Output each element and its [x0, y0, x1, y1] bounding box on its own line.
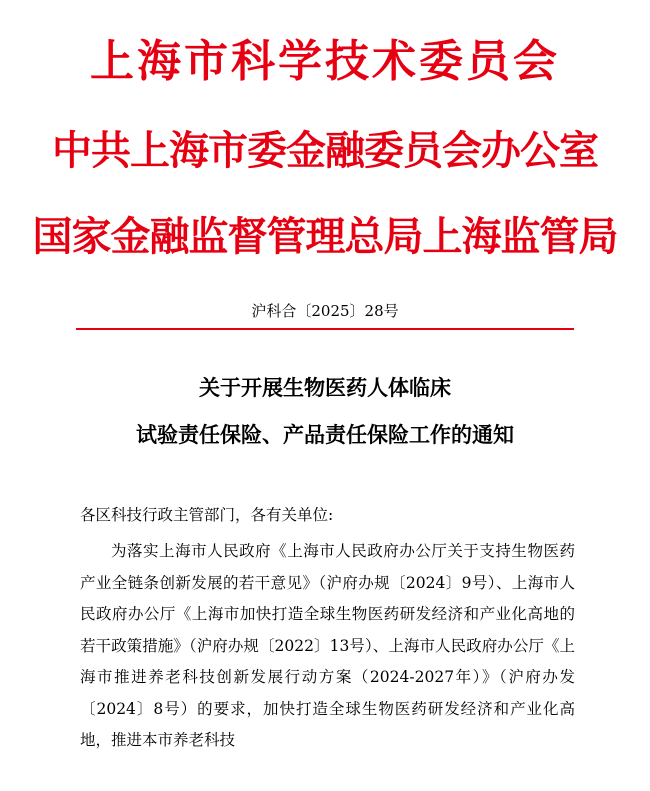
body-paragraph: 为落实上海市人民政府《上海市人民政府办公厅关于支持生物医药产业全链条创新发展的若干意见》（沪府办规〔2024〕9号）、上海市人民政府办公厅《上海市加快打造全球生物医药研发经济和产业化高地的若干政策措施》（沪府办规〔2022〕13号）、上海市人民政府办公厅《上海市推进养老科技创新发展行动方案（2024-2027年）》（沪府办发〔2024〕8号）的要求，加快打造全球生物医药研发经济和产业化高地，推进本市养老科技 [80, 542, 575, 749]
salutation: 各区科技行政主管部门，各有关单位: [80, 506, 334, 524]
issuer-name-1: 上海市科学技术委员会 [90, 36, 560, 87]
red-separator-line [76, 328, 574, 330]
issuer-name-2: 中共上海市委金融委员会办公室 [52, 128, 598, 174]
document-title-line-2: 试验责任保险、产品责任保险工作的通知 [136, 423, 514, 447]
document-number: 沪科合〔2025〕28号 [251, 302, 399, 320]
document-title-line-1: 关于开展生物医药人体临床 [199, 376, 451, 400]
issuer-name-3: 国家金融监督管理总局上海监管局 [32, 214, 618, 260]
